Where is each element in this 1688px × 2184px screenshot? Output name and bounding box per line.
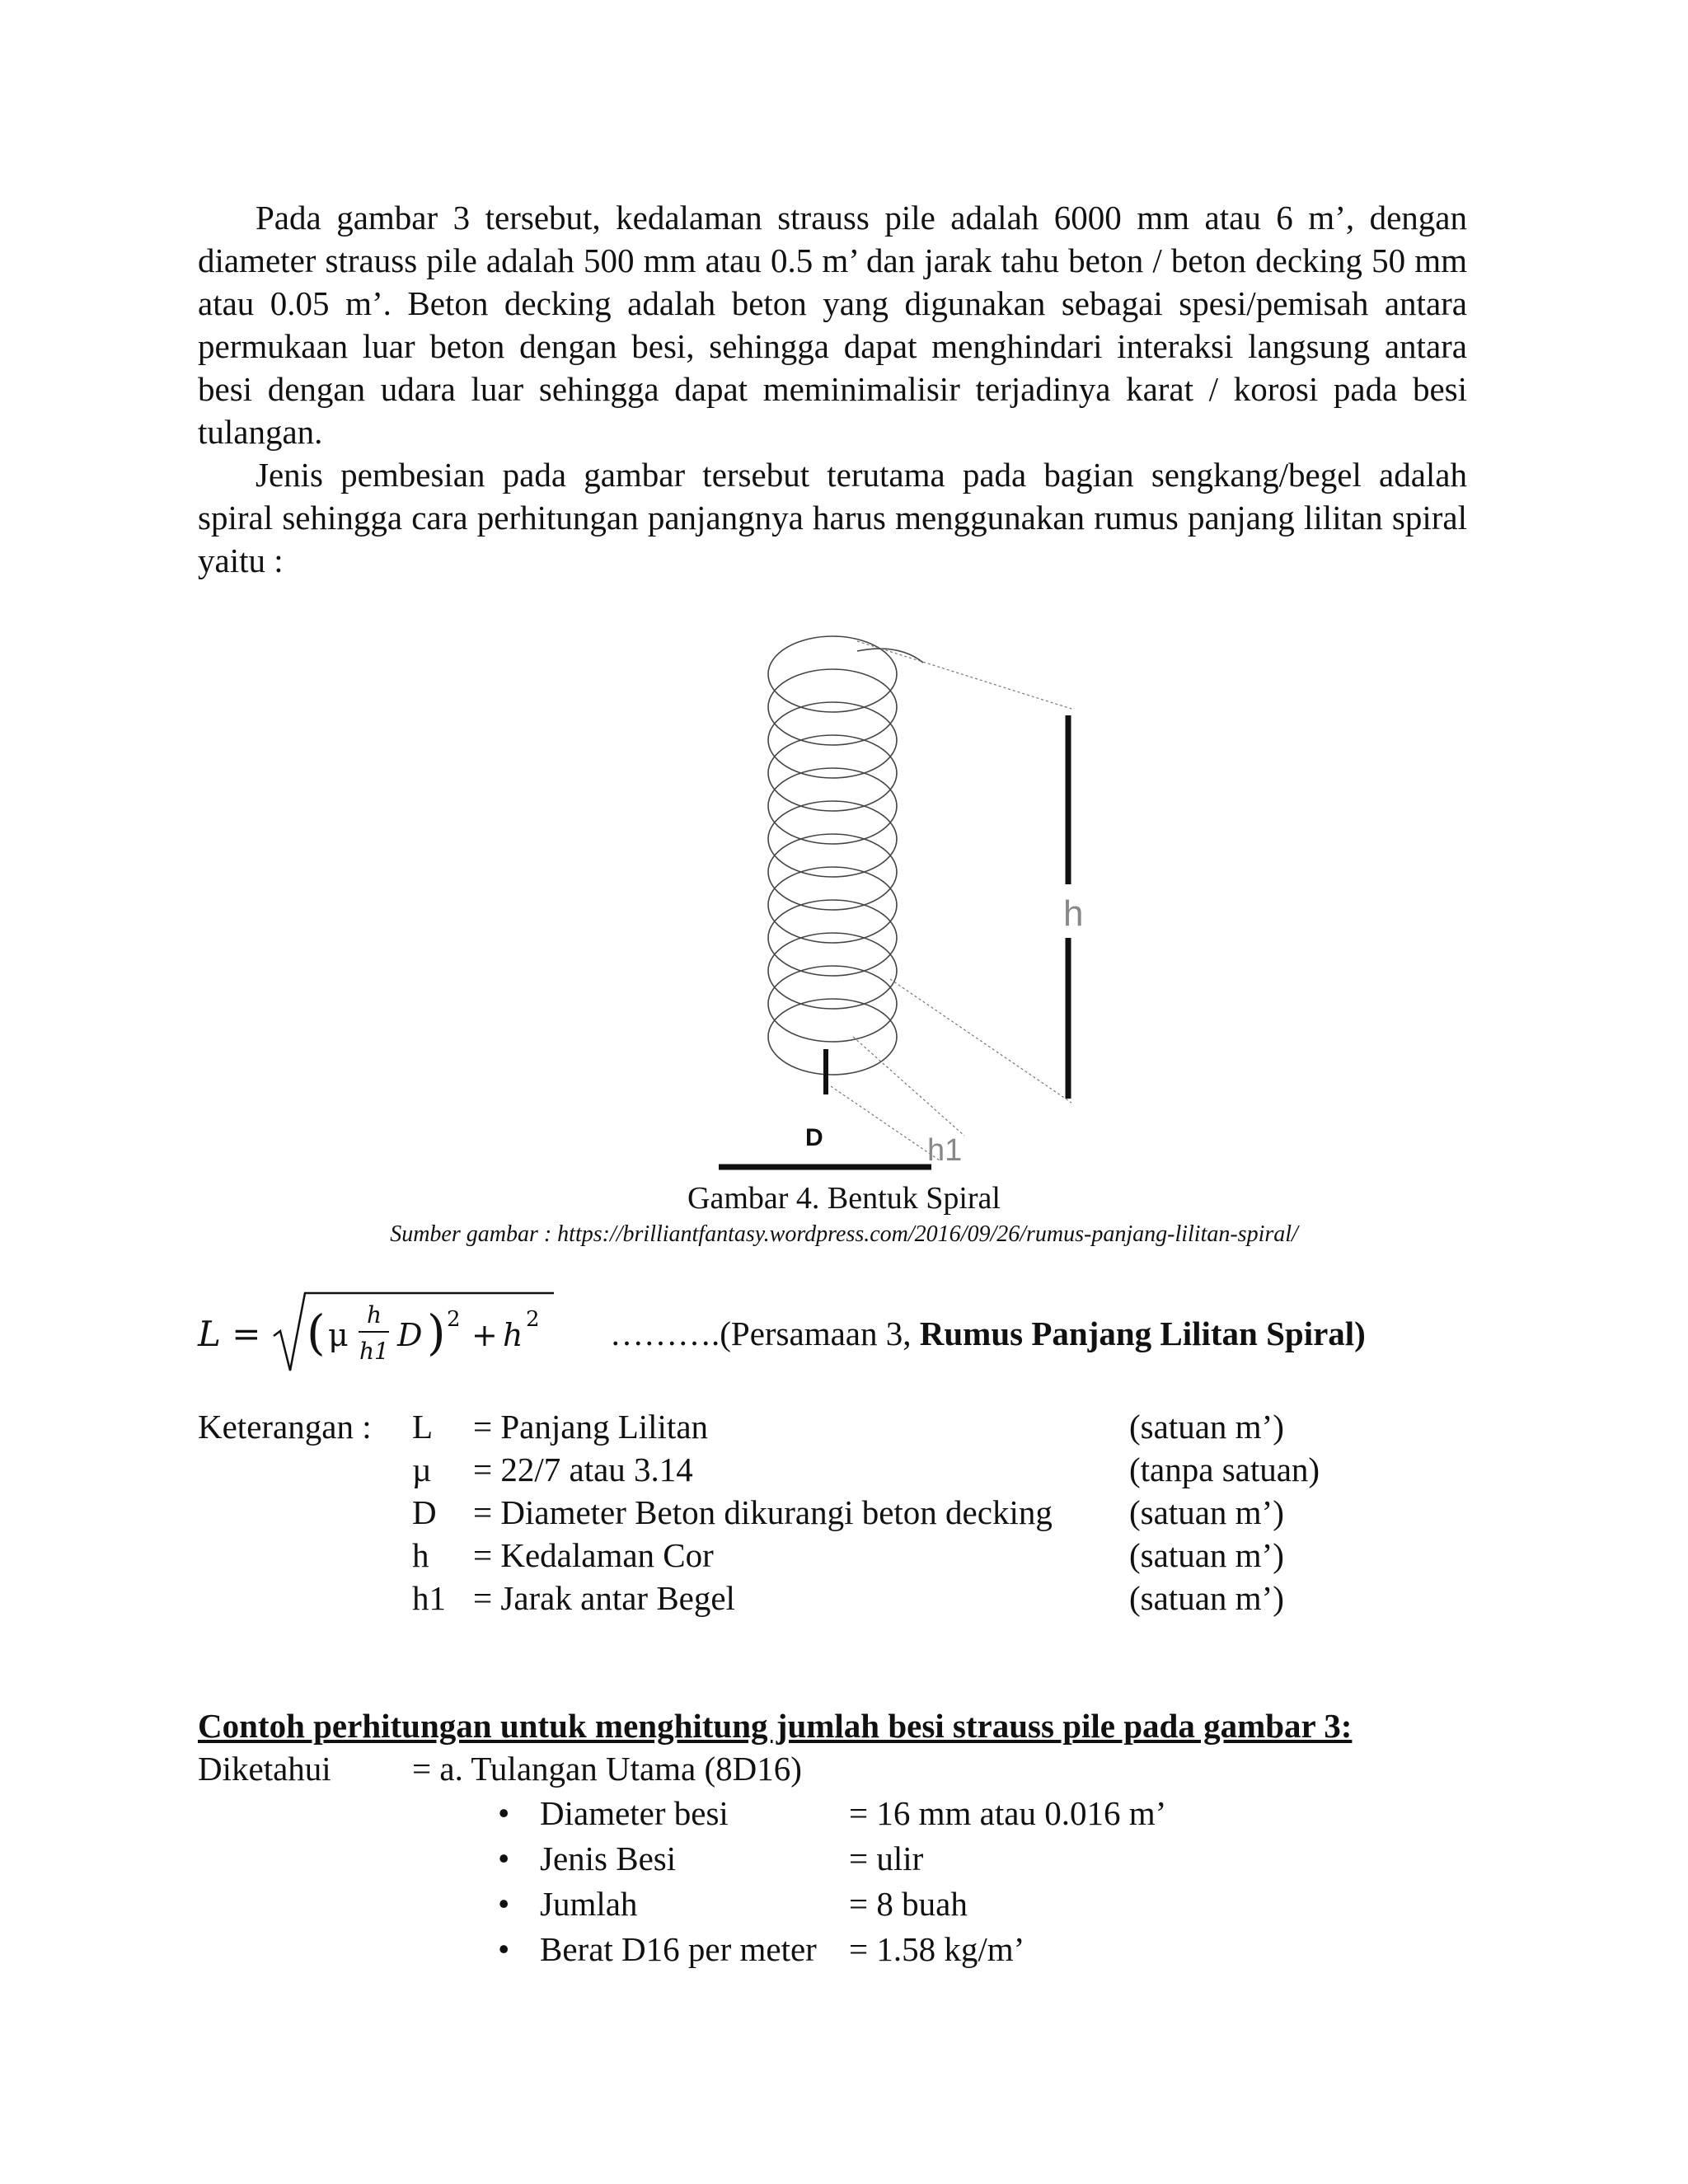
- spiral-coil: [768, 933, 897, 1009]
- ket-desc-d: = Diameter Beton dikurangi beton decking: [473, 1493, 1053, 1531]
- ket-unit-h: (satuan m’): [1129, 1536, 1284, 1574]
- ket-desc-h: = Kedalaman Cor: [473, 1536, 714, 1574]
- equation-note: [610, 1314, 1366, 1353]
- paragraph-2: Jenis pembesian pada gambar tersebut terutama pada bagian sengkang/begel adalah spiral sehingga cara perhitungan panjangnya harus menggunakan rumus panjang lilitan spiral yaitu :: [198, 456, 1467, 579]
- equation-note-prefix: ……….(Persamaan 3,: [610, 1315, 920, 1352]
- eq-close-paren: ): [427, 1305, 446, 1361]
- spiral-coil: [768, 768, 897, 844]
- spiral-coil: [768, 801, 897, 877]
- item-label: Diameter besi: [540, 1794, 729, 1832]
- spiral-coil: [768, 702, 897, 778]
- eq-den: h1: [359, 1338, 389, 1365]
- ket-symbol-mu: µ: [412, 1451, 432, 1488]
- contoh-heading: Contoh perhitungan untuk menghitung jumlah besi strauss pile pada gambar 3:: [198, 1707, 1353, 1745]
- eq-mu: μ: [328, 1317, 349, 1353]
- eq-exp: 2: [447, 1307, 461, 1332]
- eq-open-paren: (: [307, 1305, 326, 1361]
- spiral-coil: [768, 966, 897, 1042]
- spiral-coil: [768, 999, 897, 1075]
- label-h1: h1: [927, 1133, 963, 1168]
- ket-symbol-h1: h1: [412, 1579, 446, 1617]
- ket-unit-d: (satuan m’): [1129, 1493, 1284, 1531]
- ket-desc-h1: = Jarak antar Begel: [473, 1579, 735, 1617]
- bullet-dot: •: [498, 1930, 510, 1968]
- ket-symbol-h: h: [412, 1536, 429, 1574]
- eq-d: D: [397, 1317, 423, 1353]
- ket-unit-h1: (satuan m’): [1129, 1579, 1284, 1617]
- spiral-top-tail: [857, 649, 923, 663]
- item-value: = ulir: [849, 1840, 924, 1877]
- ket-desc-l: = Panjang Lilitan: [473, 1408, 709, 1446]
- item-value: = 16 mm atau 0.016 m’: [849, 1794, 1167, 1832]
- diketahui-label: Diketahui: [198, 1750, 331, 1788]
- eq-plus: +: [471, 1317, 498, 1353]
- body-text: [198, 196, 1467, 582]
- item-label: Jumlah: [540, 1885, 638, 1923]
- equation-note-title: Rumus Panjang Lilitan Spiral): [919, 1315, 1366, 1352]
- label-h: h: [1063, 893, 1084, 934]
- eq-h: h: [503, 1317, 523, 1353]
- eq-exp2: 2: [526, 1307, 540, 1332]
- ket-unit-mu: (tanpa satuan): [1129, 1451, 1320, 1488]
- keterangan-title: Keterangan :: [198, 1408, 372, 1446]
- spiral-coil: [768, 834, 897, 910]
- figure-source: Sumber gambar : https://brilliantfantasy.wordpress.com/2016/09/26/rumus-panjang-lilitan-spiral/: [390, 1221, 1298, 1247]
- spiral-coil: [768, 867, 897, 943]
- bullet-dot: •: [498, 1794, 510, 1832]
- spiral-coil: [768, 735, 897, 811]
- eq-num: h: [367, 1301, 382, 1329]
- diketahui-value: = a. Tulangan Utama (8D16): [412, 1750, 802, 1788]
- paragraph-1: Pada gambar 3 tersebut, kedalaman strauss pile adalah 6000 mm atau 6 m’, dengan diameter strauss pile adalah 500 mm atau 0.5 m’ dan jarak tahu beton / beton decking 50 mm atau 0.05 m’. Beton decking adalah beton yang digunakan sebagai spesi/pemisah antara permukaan luar beton dengan besi, sehingga dapat menghindari interaksi langsung antara besi dengan udara luar sehingga dapat meminimalisir terjadinya karat / korosi pada besi tulangan.: [198, 199, 1467, 451]
- ket-symbol-d: D: [412, 1493, 437, 1531]
- dimension-leaders: [831, 641, 1071, 1160]
- spiral-coil: [768, 669, 897, 745]
- item-value: = 8 buah: [849, 1885, 968, 1923]
- spiral-coils: [768, 636, 897, 1075]
- item-value: = 1.58 kg/m’: [849, 1930, 1025, 1968]
- bullet-dot: •: [498, 1840, 510, 1877]
- bullet-dot: •: [498, 1885, 510, 1923]
- ket-unit-l: (satuan m’): [1129, 1408, 1284, 1446]
- item-label: Berat D16 per meter: [540, 1930, 817, 1968]
- label-d: D: [805, 1124, 823, 1151]
- eq-lhs: L =: [198, 1314, 261, 1354]
- ket-desc-mu: = 22/7 atau 3.14: [473, 1451, 693, 1488]
- figure-caption: Gambar 4. Bentuk Spiral: [687, 1181, 1001, 1216]
- spiral-coil: [768, 900, 897, 976]
- ket-symbol-l: L: [412, 1408, 434, 1446]
- spiral-figure: [692, 592, 1084, 1177]
- item-label: Jenis Besi: [540, 1840, 677, 1877]
